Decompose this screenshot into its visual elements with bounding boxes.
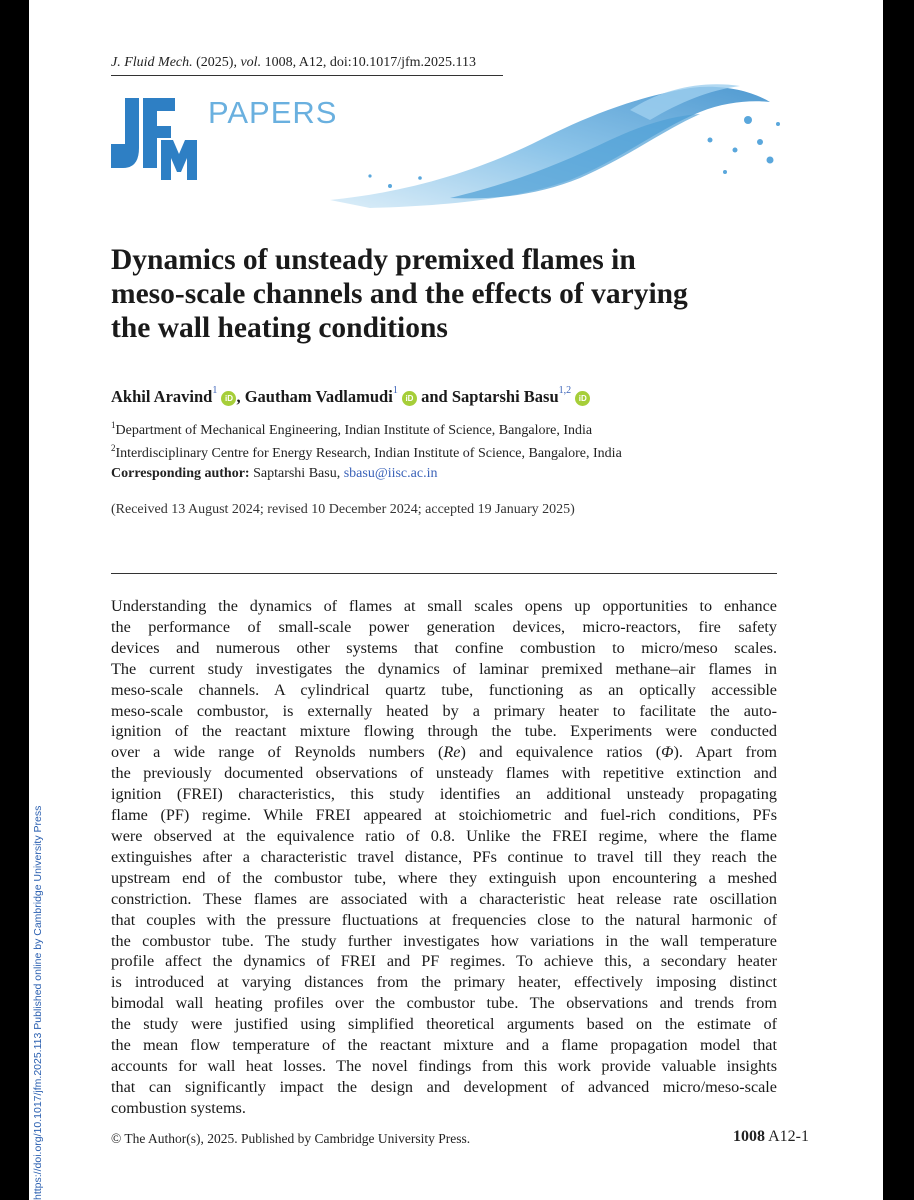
abstract-line: profile affect the dynamics of FREI and PF regimes. To achieve this, a secondary heater — [111, 952, 777, 971]
side-doi-link[interactable]: https://doi.org/10.1017/jfm.2025.113 Published online by Cambridge University Press — [32, 805, 44, 1200]
author-affil-sup: 1 — [392, 385, 398, 396]
affiliation-text: Department of Mechanical Engineering, Indian Institute of Science, Bangalore, India — [115, 423, 593, 438]
author-separator: and — [416, 387, 452, 406]
article-number: A12-1 — [768, 1128, 809, 1145]
author-affil-sup: 1,2 — [558, 385, 572, 396]
abstract-line: combustion systems. — [111, 1098, 246, 1117]
abstract-line: devices and numerous other systems that confine combustion to micro/meso scales. — [111, 638, 777, 657]
author-name[interactable]: Akhil Aravind — [111, 387, 213, 406]
corresponding-email-link[interactable]: sbasu@iisc.ac.in — [343, 466, 438, 481]
affiliation-number: 2 — [111, 443, 116, 453]
water-splash-graphic — [330, 80, 790, 210]
abstract-line: Understanding the dynamics of flames at small scales opens up opportunities to enhance — [111, 597, 777, 615]
paper-title — [111, 243, 791, 345]
header-rule — [111, 75, 503, 76]
orcid-icon[interactable]: iD — [221, 391, 236, 406]
abstract-line: constriction. These flames are associated with a characteristic heat release rate oscillation — [111, 889, 777, 908]
abstract-line: flame (PF) regime. While FREI appeared at stoichiometric and fuel-rich conditions, PFs — [111, 806, 777, 825]
abstract-line: over a wide range of Reynolds numbers (Re) and equivalence ratios (Φ). Apart from — [111, 743, 778, 762]
corresponding-name: Saptarshi Basu, — [253, 466, 341, 481]
abstract-line: the previously documented observations of unsteady flames with repetitive extinction and — [111, 764, 777, 783]
author-name[interactable]: Saptarshi Basu — [451, 387, 559, 406]
author-name[interactable]: Gautham Vadlamudi — [244, 387, 393, 406]
page-identifier — [733, 1128, 809, 1146]
abstract-line: the study were justified using simplified theoretical arguments based on the estimate of — [111, 1015, 777, 1034]
author-affil-sup: 1 — [212, 385, 218, 396]
corresponding-label: Corresponding author: — [111, 466, 250, 481]
affiliation-1 — [111, 420, 592, 439]
affiliation-2 — [111, 443, 622, 462]
journal-year: (2025), — [196, 55, 237, 70]
affiliation-text: Interdisciplinary Centre for Energy Research, Indian Institute of Science, Bangalore, India — [115, 446, 622, 461]
copyright-notice: © The Author(s), 2025. Published by Cambridge University Press. — [111, 1131, 471, 1146]
abstract-line: ignition of the reactant mixture flowing through the tube. Experiments were conducted — [111, 722, 777, 741]
abstract-rule — [111, 573, 777, 574]
journal-vol-label: vol. — [240, 55, 262, 70]
journal-citation: 1008, A12, doi:10.1017/jfm.2025.113 — [264, 55, 477, 70]
abstract-line: is introduced at varying distances from the primary heater, effectively imposing distinct — [111, 973, 777, 992]
abstract-line: upstream end of the combustor tube, where they extinguish upon encountering a meshed — [111, 868, 777, 887]
abstract-line: the mean flow temperature of the reactant mixture and a flame propagation model that — [111, 1036, 777, 1055]
corresponding-author — [111, 466, 437, 482]
jfm-logo — [111, 88, 221, 180]
abstract — [111, 596, 777, 1119]
abstract-line: The current study investigates the dynamics of laminar premixed methane–air flames in — [111, 659, 777, 678]
abstract-line: extinguishes after a characteristic travel distance, PFs continue to travel till they reach the — [111, 847, 777, 866]
abstract-line: that couples with the pressure fluctuations at frequencies close to the natural harmonic of — [111, 910, 777, 929]
title-line: meso-scale channels and the effects of varying — [111, 278, 688, 310]
abstract-line: accounts for wall heat losses. The novel findings from this work provide valuable insights — [111, 1056, 777, 1075]
title-line: the wall heating conditions — [111, 312, 448, 344]
abstract-line: meso-scale channels. A cylindrical quartz tube, functioning as an optically accessible — [111, 680, 777, 699]
orcid-icon[interactable]: iD — [402, 391, 417, 406]
abstract-line: that can significantly impact the design and development of advanced micro/meso-scale — [111, 1077, 777, 1096]
abstract-line: meso-scale combustor, is externally heated by a primary heater to facilitate the auto- — [111, 701, 777, 720]
papers-label: PAPERS — [208, 95, 338, 130]
author-list — [111, 385, 590, 407]
author-separator: , — [236, 387, 245, 406]
orcid-icon[interactable]: iD — [575, 391, 590, 406]
volume-number: 1008 — [732, 1128, 765, 1145]
affiliation-number: 1 — [111, 420, 116, 430]
received-dates: (Received 13 August 2024; revised 10 December 2024; accepted 19 January 2025) — [111, 502, 575, 517]
journal-header — [111, 55, 476, 71]
title-line: Dynamics of unsteady premixed flames in — [111, 244, 636, 276]
abstract-line: were observed at the equivalence ratio of 0.8. Unlike the FREI regime, where the flame — [111, 826, 777, 845]
abstract-line: the combustor tube. The study further investigates how variations in the wall temperature — [111, 931, 777, 950]
journal-name: J. Fluid Mech. — [111, 55, 193, 70]
abstract-line: bimodal wall heating profiles over the combustor tube. The observations and trends from — [111, 994, 777, 1013]
abstract-line: ignition (FREI) characteristics, this study identifies an additional unsteady propagating — [111, 785, 777, 804]
abstract-line: the performance of small-scale power generation devices, micro-reactors, fire safety — [111, 617, 777, 636]
